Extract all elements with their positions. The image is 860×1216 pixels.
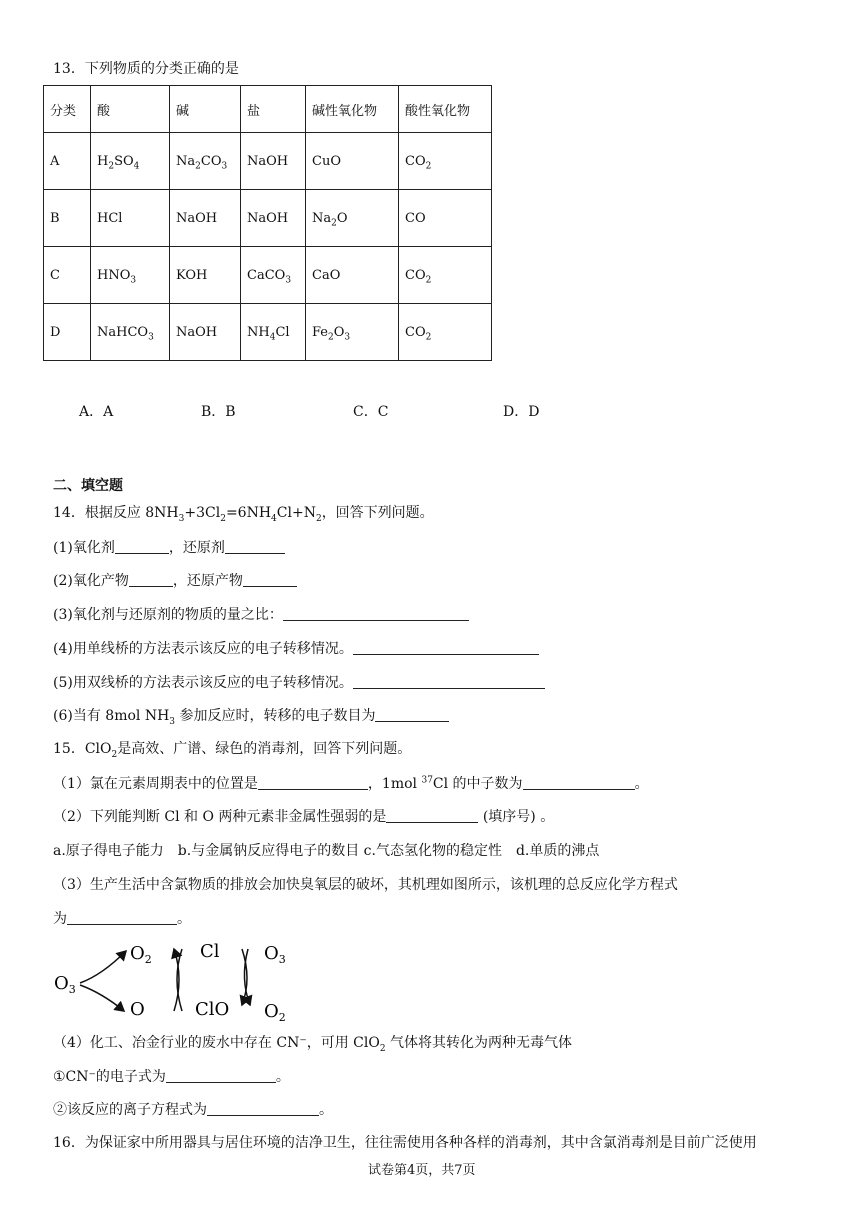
header-cell: 分类 <box>44 86 91 133</box>
option-d[interactable]: D．D <box>503 404 540 420</box>
o2-top-label: $O_2$ <box>130 943 152 966</box>
classification-table <box>43 85 492 361</box>
section-title: 二、填空题 <box>53 478 123 494</box>
o2-right-label: $O_2$ <box>264 1001 286 1024</box>
formula-cell: CuO <box>306 133 399 190</box>
answer-blank[interactable] <box>166 1068 276 1083</box>
answer-blank[interactable] <box>353 640 539 655</box>
header-cell: 酸性氧化物 <box>399 86 492 133</box>
formula-cell: NaOH <box>241 190 306 247</box>
answer-blank[interactable] <box>523 775 635 790</box>
formula-cell: $Fe_2O_3$ <box>306 304 399 361</box>
formula-cell: CaCO$_3$ <box>241 247 306 304</box>
header-cell: 碱 <box>170 86 241 133</box>
formula-cell: KOH <box>170 247 241 304</box>
cl-top-label: Cl <box>200 941 220 962</box>
option-c[interactable]: C．C <box>353 404 389 420</box>
header-cell: 碱性氧化物 <box>306 86 399 133</box>
q15-sub1: （1）氯在元素周期表中的位置是 ，1mol $^{37}$Cl 的中子数为 。 <box>53 775 649 792</box>
formula-cell: NaOH <box>170 304 241 361</box>
arrow-o3-to-o <box>80 985 124 1011</box>
clo-bottom-label: ClO <box>195 999 230 1020</box>
answer-blank[interactable] <box>67 910 177 925</box>
formula-cell: $H_2SO_4$ <box>91 133 170 190</box>
formula-cell: $Na_2O$ <box>306 190 399 247</box>
option-a[interactable]: A．A <box>79 404 114 420</box>
table-row <box>44 247 492 304</box>
q14-sub1: (1)氧化剂 ，还原剂 <box>53 539 285 557</box>
table-header-row <box>44 86 492 133</box>
option-b[interactable]: B．B <box>201 404 236 420</box>
row-label: D <box>44 304 91 361</box>
row-label: B <box>44 190 91 247</box>
arrow-o3-to-o2 <box>80 951 126 983</box>
o3-left-label: $O_3$ <box>54 973 76 996</box>
answer-blank[interactable] <box>225 539 285 554</box>
row-label: C <box>44 247 91 304</box>
q14-sub4: (4)用单线桥的方法表示该反应的电子转移情况。 <box>53 640 539 658</box>
formula-cell: $CO_2$ <box>399 133 492 190</box>
formula-cell: $Na_2CO_3$ <box>170 133 241 190</box>
answer-blank[interactable] <box>353 674 545 689</box>
page-footer: 试卷第4页，共7页 <box>368 1163 476 1178</box>
q15-sub4: （4）化工、冶金行业的废水中存在 CN⁻，可用 ClO$_2$ 气体将其转化为两种无毒气体 <box>53 1035 573 1054</box>
q15-sub2: （2）下列能判断 Cl 和 O 两种元素非金属性强弱的是 (填序号) 。 <box>53 809 555 825</box>
q15-sub3-line1: （3）生产生活中含氯物质的排放会加快臭氧层的破坏，其机理如图所示，该机理的总反应化学方程式 <box>53 877 678 893</box>
formula-cell: NaOH <box>241 133 306 190</box>
q15-sub4-1: ①CN⁻的电子式为 。 <box>53 1069 290 1085</box>
formula-cell: CaO <box>306 247 399 304</box>
q13-stem: 13．下列物质的分类正确的是 <box>53 61 239 77</box>
q16-stem: 16．为保证家中所用器具与居住环境的洁净卫生，往往需使用各种各样的消毒剂，其中含氯消毒剂是目前广泛使用 <box>53 1135 757 1151</box>
answer-blank[interactable] <box>129 572 173 587</box>
ozone-mechanism-diagram <box>50 935 310 1025</box>
formula-cell: NaHCO$_3$ <box>91 304 170 361</box>
o3-right-label: $O_3$ <box>264 943 286 966</box>
header-cell: 酸 <box>91 86 170 133</box>
q14-sub6: (6)当有 8mol $NH_3$ 参加反应时，转移的电子数目为 <box>53 707 449 725</box>
q15-stem: 15．ClO$_2$是高效、广谱、绿色的消毒剂，回答下列问题。 <box>53 741 412 760</box>
formula-cell: $NH_4Cl$ <box>241 304 306 361</box>
q15-sub3-line2: 为 。 <box>53 911 191 927</box>
formula-cell: NaOH <box>170 190 241 247</box>
formula-cell: CO <box>399 190 492 247</box>
answer-blank[interactable] <box>386 808 478 823</box>
row-label: A <box>44 133 91 190</box>
answer-blank[interactable] <box>258 775 368 790</box>
formula-cell: $HNO_3$ <box>91 247 170 304</box>
answer-blank[interactable] <box>283 606 469 621</box>
answer-blank[interactable] <box>115 539 169 554</box>
q15-sub4-2: ②该反应的离子方程式为 。 <box>53 1102 333 1118</box>
table-row <box>44 304 492 361</box>
formula-cell: $CO_2$ <box>399 304 492 361</box>
q15-choices: a.原子得电子能力 b.与金属钠反应得电子的数目 c.气态氢化物的稳定性 d.单质的沸点 <box>53 843 600 859</box>
q14-sub3: (3)氧化剂与还原剂的物质的量之比： <box>53 606 469 624</box>
q14-stem: 14．根据反应 $8NH_3+3Cl_2=6NH_4Cl+N_2$，回答下列问题。 <box>53 505 434 524</box>
header-cell: 盐 <box>241 86 306 133</box>
table-row <box>44 133 492 190</box>
o-bottom-label: O <box>130 999 145 1020</box>
q14-sub5: (5)用双线桥的方法表示该反应的电子转移情况。 <box>53 674 545 692</box>
table-row <box>44 190 492 247</box>
answer-blank[interactable] <box>375 707 449 722</box>
q14-sub2: (2)氧化产物 ，还原产物 <box>53 572 297 590</box>
formula-cell: HCl <box>91 190 170 247</box>
answer-blank[interactable] <box>207 1101 319 1116</box>
answer-blank[interactable] <box>243 572 297 587</box>
formula-cell: $CO_2$ <box>399 247 492 304</box>
